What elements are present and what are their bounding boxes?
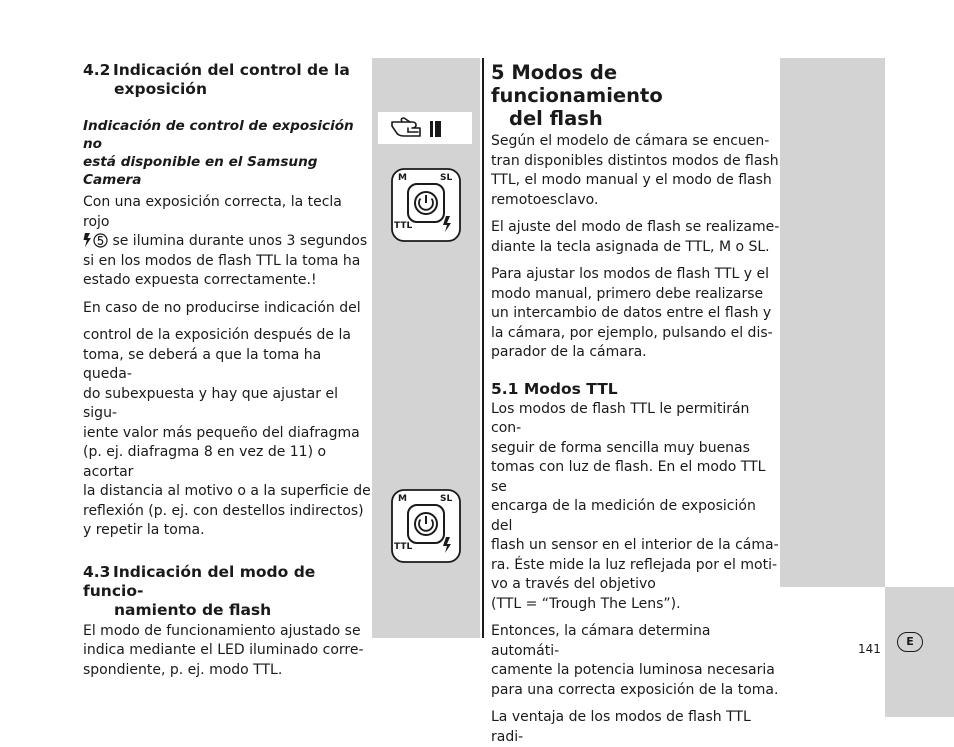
italic-subheading: Indicación de control de exposición no está disponible en el Samsung Camera: [83, 118, 354, 188]
paragraph-underexposed: control de la exposición después de la toma, se deberá a que la toma ha queda- do subexpuesta y hay que ajustar el sigu- iente valor más pequeño del diafragma (p. ej. diafragma 8 en vez de 11) o acortar la distancia al motivo o a la superficie de reflexión (p. ej. con destellos indirectos) y repetir la toma.: [83, 327, 371, 538]
control-panel-icon: [391, 489, 461, 563]
left-column: [83, 61, 371, 680]
section-heading-4-3: 4.3 Indicación del modo de funcio- namiento de flash: [83, 562, 316, 619]
mode-label-m: M: [398, 494, 407, 504]
mode-label-sl: SL: [440, 494, 453, 504]
chapter-heading-5: 5 Modos de funcionamiento del flash: [491, 61, 663, 130]
circled-five-icon: [93, 233, 108, 248]
control-panel-icon: [391, 168, 461, 242]
gray-band-right: [780, 58, 885, 587]
section-heading-5-1: 5.1 Modos TTL: [491, 379, 618, 398]
column-divider: [482, 58, 484, 638]
paragraph-led-indication: El modo de funcionamiento ajustado se indica mediante el LED iluminado corre- spondiente, p. ej. modo TTL.: [83, 622, 364, 678]
section-heading-4-2: 4.2 Indicación del control de la exposición: [83, 61, 350, 98]
mode-label-ttl: TTL: [394, 542, 413, 552]
page-number: 141: [858, 642, 881, 656]
pointing-hand-icon: [378, 112, 472, 144]
language-badge: E: [897, 632, 923, 652]
paragraph-data-exchange: Para ajustar los modos de flash TTL y el modo manual, primero debe realizarse un intercambio de datos entre el flash y la cámara, por ejemplo, pulsando el dis- parador de la cámara.: [491, 266, 773, 360]
paragraph-mode-key: El ajuste del modo de flash se realizame- diante la tecla asignada de TTL, M o SL.: [491, 219, 780, 255]
mode-label-ttl: TTL: [394, 221, 413, 231]
mode-label-sl: SL: [440, 173, 453, 183]
right-column: [491, 61, 781, 747]
paragraph-exposure-ok: Con una exposición correcta, la tecla rojo se ilumina durante unos 3 segundos si en los modos de flash TTL la toma ha estado expuesta correctamente.!: [83, 194, 368, 288]
paragraph-ttl-modes: Los modos de flash TTL le permitirán con- seguir de forma sencilla muy buenas tomas con luz de flash. En el modo TTL se encarga de la medición de exposición del flash un sensor en el interior de la cáma- ra. Éste mide la luz reflejada por el moti- vo a través del objetivo (TTL = “Trough The Lens”).: [491, 400, 779, 612]
paragraph-camera-determines: Entonces, la cámara determina automáti- camente la potencia luminosa necesaria para una correcta exposición de la toma.: [491, 623, 779, 698]
paragraph-no-indication: En caso de no producirse indicación del: [83, 299, 361, 316]
paragraph-modes-intro: Según el modelo de cámara se encuen- tran disponibles distintos modos de flash TTL, el modo manual y el modo de flash remotoesclavo.: [491, 133, 779, 208]
mode-label-m: M: [398, 173, 407, 183]
paragraph-ttl-advantage: La ventaja de los modos de flash TTL radi-: [491, 709, 751, 745]
flash-icon: [83, 233, 93, 247]
gray-tab-corner: [885, 587, 954, 717]
